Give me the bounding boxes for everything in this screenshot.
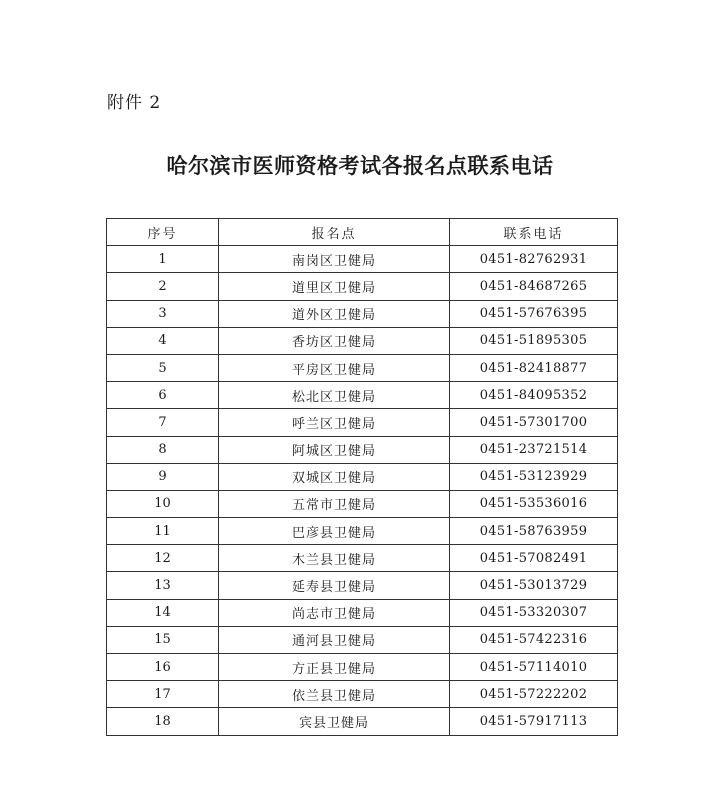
row-index-cell: 16: [107, 654, 219, 681]
row-site-cell: 宾县卫健局: [219, 708, 450, 735]
table-row: [107, 354, 618, 381]
row-index-cell: 8: [107, 436, 219, 463]
row-index-cell: 9: [107, 463, 219, 490]
row-site-cell: 方正县卫健局: [219, 654, 450, 681]
row-index-cell: 12: [107, 545, 219, 572]
row-site-cell: 木兰县卫健局: [219, 545, 450, 572]
table-row: [107, 626, 618, 653]
row-index-cell: 2: [107, 273, 219, 300]
table-row: [107, 681, 618, 708]
attachment-label: 附件 2: [107, 93, 162, 113]
table-body: [107, 246, 618, 735]
table-row: [107, 327, 618, 354]
table-row: [107, 545, 618, 572]
row-site-cell: 巴彦县卫健局: [219, 518, 450, 545]
contacts-table: [106, 218, 618, 736]
table-row: [107, 300, 618, 327]
table-header-row: [107, 219, 618, 246]
row-phone-cell: 0451-57082491: [450, 545, 618, 572]
row-index-cell: 4: [107, 327, 219, 354]
row-index-cell: 7: [107, 409, 219, 436]
row-site-cell: 平房区卫健局: [219, 354, 450, 381]
row-site-cell: 尚志市卫健局: [219, 599, 450, 626]
row-phone-cell: 0451-53013729: [450, 572, 618, 599]
table-row: [107, 518, 618, 545]
row-site-cell: 通河县卫健局: [219, 626, 450, 653]
row-phone-cell: 0451-57676395: [450, 300, 618, 327]
row-site-cell: 道里区卫健局: [219, 273, 450, 300]
document-title: 哈尔滨市医师资格考试各报名点联系电话: [166, 153, 554, 178]
table-row: [107, 654, 618, 681]
row-index-cell: 11: [107, 518, 219, 545]
row-index-cell: 5: [107, 354, 219, 381]
row-site-cell: 依兰县卫健局: [219, 681, 450, 708]
row-phone-cell: 0451-57114010: [450, 654, 618, 681]
row-index-cell: 6: [107, 382, 219, 409]
table-row: [107, 490, 618, 517]
row-phone-cell: 0451-23721514: [450, 436, 618, 463]
row-index-cell: 18: [107, 708, 219, 735]
row-phone-cell: 0451-84687265: [450, 273, 618, 300]
row-phone-cell: 0451-57917113: [450, 708, 618, 735]
row-index-cell: 10: [107, 490, 219, 517]
row-phone-cell: 0451-53123929: [450, 463, 618, 490]
row-phone-cell: 0451-53320307: [450, 599, 618, 626]
row-site-cell: 松北区卫健局: [219, 382, 450, 409]
row-index-cell: 13: [107, 572, 219, 599]
row-phone-cell: 0451-53536016: [450, 490, 618, 517]
row-phone-cell: 0451-58763959: [450, 518, 618, 545]
table-row: [107, 382, 618, 409]
table-row: [107, 708, 618, 735]
table-row: [107, 599, 618, 626]
row-site-cell: 南岗区卫健局: [219, 246, 450, 273]
row-index-cell: 17: [107, 681, 219, 708]
row-site-cell: 双城区卫健局: [219, 463, 450, 490]
row-site-cell: 延寿县卫健局: [219, 572, 450, 599]
table-row: [107, 409, 618, 436]
row-phone-cell: 0451-84095352: [450, 382, 618, 409]
row-index-cell: 14: [107, 599, 219, 626]
row-index-cell: 15: [107, 626, 219, 653]
header-index: 序号: [107, 219, 219, 246]
row-phone-cell: 0451-57422316: [450, 626, 618, 653]
row-site-cell: 香坊区卫健局: [219, 327, 450, 354]
row-index-cell: 3: [107, 300, 219, 327]
row-site-cell: 道外区卫健局: [219, 300, 450, 327]
table-row: [107, 463, 618, 490]
header-phone: 联系电话: [450, 219, 618, 246]
table-row: [107, 246, 618, 273]
row-phone-cell: 0451-82762931: [450, 246, 618, 273]
row-phone-cell: 0451-57222202: [450, 681, 618, 708]
row-phone-cell: 0451-82418877: [450, 354, 618, 381]
row-site-cell: 呼兰区卫健局: [219, 409, 450, 436]
row-phone-cell: 0451-57301700: [450, 409, 618, 436]
row-site-cell: 阿城区卫健局: [219, 436, 450, 463]
row-phone-cell: 0451-51895305: [450, 327, 618, 354]
row-site-cell: 五常市卫健局: [219, 490, 450, 517]
row-index-cell: 1: [107, 246, 219, 273]
table-row: [107, 273, 618, 300]
table-row: [107, 572, 618, 599]
header-site: 报名点: [219, 219, 450, 246]
table-row: [107, 436, 618, 463]
